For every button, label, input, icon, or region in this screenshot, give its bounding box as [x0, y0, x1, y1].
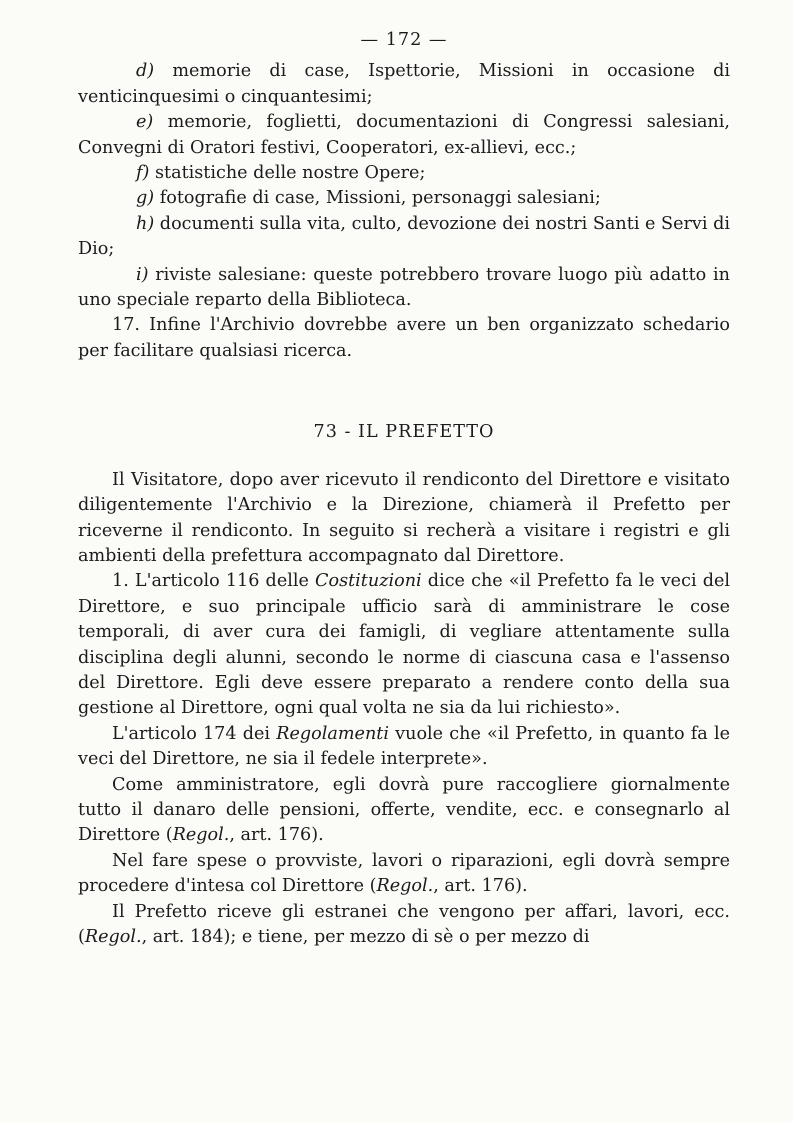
- paragraph-1: [78, 569, 730, 721]
- italic-citation: Regolamenti: [276, 723, 389, 744]
- paragraph-3: [78, 773, 730, 849]
- list-item-g: [78, 186, 730, 211]
- text-run: 1. L'articolo 116 delle: [112, 571, 316, 592]
- list-item-d: [78, 59, 730, 110]
- intro-paragraph: Il Visitatore, dopo aver ricevuto il rendiconto del Direttore e visitato diligentemente l'Archivio e la Direzione, chiamerà il Prefetto per riceverne il rendiconto. In seguito si recherà a visitare i registri e gli ambienti della prefettura accompagnato dal Direttore.: [78, 469, 730, 566]
- list-letter: g): [136, 188, 155, 209]
- text-run: , art. 184); e tiene, per mezzo di sè o per mezzo di: [141, 927, 590, 947]
- italic-citation: Regol.: [84, 927, 142, 947]
- list-item-f: [78, 161, 730, 186]
- section-heading: 73 - IL PREFETTO: [313, 422, 495, 443]
- text-run: , art. 176).: [229, 825, 324, 846]
- paragraph-2: [78, 722, 730, 773]
- italic-citation: Regol.: [172, 825, 230, 846]
- list-text: riviste salesiane: queste potrebbero trovare luogo più adatto in uno speciale reparto della Biblioteca.: [78, 264, 730, 311]
- list-letter: d): [136, 61, 155, 82]
- list-text: statistiche delle nostre Opere;: [149, 163, 426, 184]
- list-text: memorie, foglietti, documentazioni di Congressi salesiani, Convegni di Oratori festivi, Cooperatori, ex-allievi, ecc.;: [78, 112, 730, 158]
- italic-citation: Costituzioni: [315, 571, 422, 592]
- list-letter: h): [136, 213, 155, 234]
- document-page: [78, 28, 730, 950]
- list-item-e: [78, 110, 730, 161]
- text-run: vuole che «il Prefetto, in quanto fa le veci del Direttore, ne sia il fedele interprete».: [78, 723, 730, 770]
- italic-citation: Regol.: [376, 876, 434, 897]
- text-run: Nel fare spese o provviste, lavori o riparazioni, egli dovrà sempre procedere d'intesa col Direttore (: [78, 850, 730, 897]
- text-run: , art. 176).: [433, 876, 528, 897]
- list-letter: f): [136, 163, 150, 184]
- text-run: L'articolo 174 dei: [112, 723, 277, 744]
- text-run: Come amministratore, egli dovrà pure raccogliere giornalmente tutto il danaro delle pensioni, offerte, vendite, ecc. e consegnarlo al Direttore (: [78, 774, 730, 846]
- list-item-i: [78, 263, 730, 314]
- paragraph-5: [78, 900, 730, 951]
- list-letter: e): [136, 112, 154, 133]
- list-text: memorie di case, Ispettorie, Missioni in occasione di venticinquesimi o cinquantesimi;: [78, 61, 730, 107]
- list-letter: i): [136, 264, 149, 285]
- list-text: documenti sulla vita, culto, devozione dei nostri Santi e Servi di Dio;: [78, 213, 730, 260]
- text-run: dice che «il Prefetto fa le veci del Direttore, e suo principale ufficio sarà di amministrare le cose temporali, di aver cura dei famigli, di vegliare attentamente sulla disciplina degli alunni, secondo le norme di ciascuna casa e l'assenso del Direttore. Egli deve essere preparato a rendere conto della sua gestione al Direttore, ogni qual volta ne sia da lui richiesto».: [78, 571, 731, 719]
- page-number: — 172 —: [360, 30, 448, 50]
- text-run: Il Prefetto riceve gli estranei che vengono per affari, lavori, ecc. (: [78, 901, 730, 947]
- paragraph-17: 17. Infine l'Archivio dovrebbe avere un ben organizzato schedario per facilitare qualsiasi ricerca.: [78, 315, 730, 361]
- list-text: fotografie di case, Missioni, personaggi salesiani;: [154, 188, 601, 209]
- list-item-h: [78, 212, 730, 263]
- paragraph-4: [78, 849, 730, 900]
